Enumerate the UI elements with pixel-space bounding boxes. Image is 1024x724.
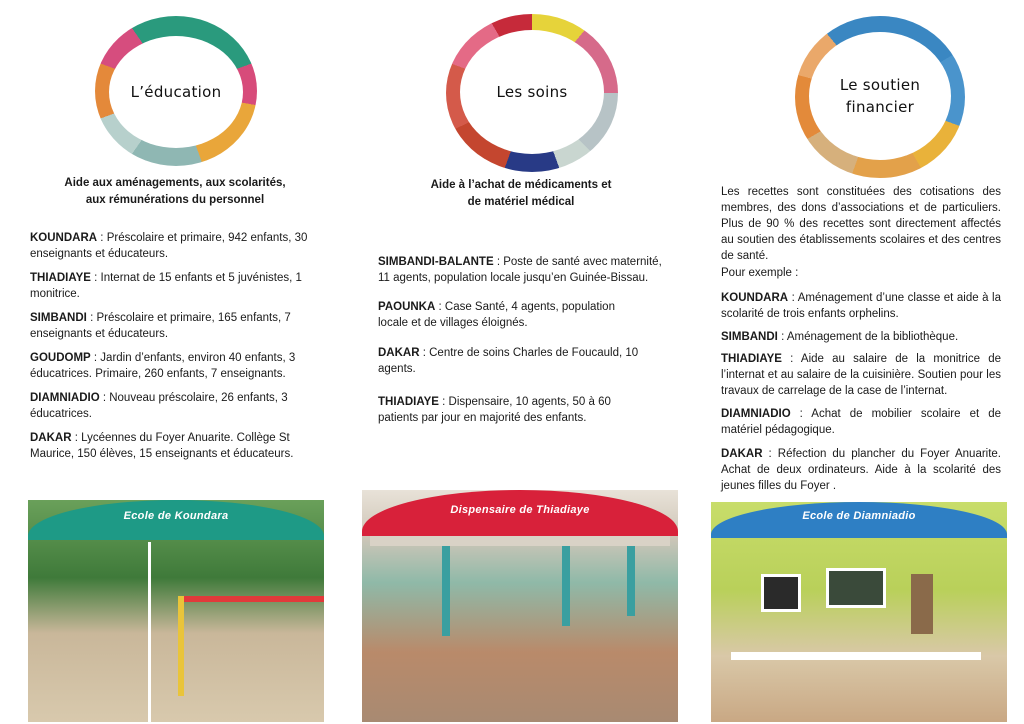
entry-sep: : <box>86 312 97 324</box>
column-health <box>341 0 683 724</box>
entry-sep: : <box>435 301 445 313</box>
entry-text: Aménagement de la bibliothèque. <box>786 331 959 343</box>
entry-place: DAKAR <box>30 432 72 444</box>
education-title: L’éducation <box>130 83 222 101</box>
photo-caption: Ecole de Koundara <box>123 510 229 522</box>
photo-divider <box>148 542 151 722</box>
education-entry <box>30 430 320 462</box>
financial-title: Le soutien financier <box>839 76 921 116</box>
entry-place: DIAMNIADIO <box>30 392 100 404</box>
photo-caption: Dispensaire de Thiadiaye <box>450 504 590 516</box>
entry-sep: : <box>781 353 801 365</box>
entry-place: SIMBANDI <box>30 312 87 324</box>
entry-sep: : <box>97 232 107 244</box>
financial-entry <box>721 290 1001 322</box>
entry-text: Aide au salaire de la monitrice de l’internat et au salaire de la cuisinière. Soutien pour les travaux de carrelage de la case de l’internat. <box>721 353 1002 397</box>
education-entry <box>30 350 320 382</box>
entry-sep: : <box>90 352 101 364</box>
entry-sep: : <box>419 347 430 359</box>
veranda-pillar <box>562 546 570 626</box>
entry-text: Internat de 15 enfants et 5 juvénistes, 1 monitrice. <box>30 272 302 300</box>
example-label: Pour exemple : <box>721 267 799 279</box>
swing-frame-post <box>178 596 184 696</box>
entry-text: Préscolaire et primaire, 165 enfants, 7 enseignants et éducateurs. <box>30 312 291 340</box>
column-financial-support <box>683 0 1024 724</box>
veranda-pillar <box>627 546 635 616</box>
financial-ring-center <box>809 32 951 160</box>
entry-text: Jardin d’enfants, environ 40 enfants, 3 éducatrices. Primaire, 260 enfants, 7 enseignants. <box>30 352 296 380</box>
entry-place: PAOUNKA <box>378 301 436 313</box>
education-subtitle: Aide aux aménagements, aux scolarités, aux rémunérations du personnel <box>64 177 286 206</box>
entry-text: Poste de santé avec maternité, 11 agents, population locale jusqu’en Guinée-Bissau. <box>378 256 662 284</box>
education-entry <box>30 230 320 262</box>
entry-sep: : <box>777 331 787 343</box>
entry-place: SIMBANDI <box>721 331 778 343</box>
entry-place: THIADIAYE <box>721 353 782 365</box>
entry-place: SIMBANDI-BALANTE <box>378 256 494 268</box>
health-entry <box>378 345 643 377</box>
health-entry <box>378 254 673 286</box>
entry-sep: : <box>790 408 812 420</box>
entry-sep: : <box>762 448 778 460</box>
entry-text: Lycéennes du Foyer Anuarite. Collège St Maurice, 150 élèves, 15 enseignants et éducateurs. <box>30 432 294 460</box>
swing-frame-top <box>178 596 324 602</box>
financial-entry <box>721 446 1001 494</box>
classroom-window <box>761 574 801 612</box>
entry-sep: : <box>71 432 82 444</box>
entry-sep: : <box>788 292 798 304</box>
education-entry <box>30 270 320 302</box>
entry-place: THIADIAYE <box>30 272 91 284</box>
entry-sep: : <box>90 272 101 284</box>
health-title: Les soins <box>496 83 568 101</box>
education-ring-center <box>109 36 243 148</box>
financial-intro: Les recettes sont constituées des cotisations des membres, des dons d’associations et de particuliers. Plus de 90 % des recettes sont directement affectés au soutien des établissements scolaires et des centres de santé. <box>721 186 1001 262</box>
entry-text: Achat de mobilier scolaire et de matériel pédagogique. <box>721 408 1001 436</box>
health-entry <box>378 394 633 426</box>
financial-entry <box>721 406 1001 438</box>
photo-caption: Ecole de Diamniadio <box>802 510 916 522</box>
entry-text: Dispensaire, 10 agents, 50 à 60 patients par jour en majorité des enfants. <box>378 396 611 424</box>
education-entry <box>30 310 320 342</box>
entry-text: Aménagement d’une classe et aide à la scolarité de trois enfants orphelins. <box>721 292 1001 320</box>
financial-ring-graphic <box>795 16 965 178</box>
health-subtitle: Aide à l’achat de médicaments et de matériel médical <box>430 179 612 208</box>
entry-sep: : <box>99 392 110 404</box>
health-ring-center <box>460 30 604 154</box>
entry-place: KOUNDARA <box>30 232 98 244</box>
education-ring-graphic <box>95 16 257 166</box>
column-education <box>0 0 341 724</box>
diamniadio-school-photo <box>711 502 1007 722</box>
entry-text: Réfection du plancher du Foyer Anuarite. Achat de deux ordinateurs. Aide à la scolarité des jeunes filles du Foyer . <box>721 448 1002 492</box>
financial-entry <box>721 329 1001 345</box>
entry-place: KOUNDARA <box>721 292 789 304</box>
entry-text: Centre de soins Charles de Foucauld, 10 agents. <box>378 347 639 375</box>
entry-text: Nouveau préscolaire, 26 enfants, 3 éducatrices. <box>30 392 288 420</box>
health-ring-graphic <box>446 14 618 172</box>
health-entry <box>378 299 618 331</box>
thiadiaye-dispensary-photo <box>362 490 678 722</box>
education-entry <box>30 390 320 422</box>
entry-sep: : <box>493 256 504 268</box>
financial-entry <box>721 351 1001 399</box>
entry-place: GOUDOMP <box>30 352 91 364</box>
koundara-school-photo <box>28 500 324 722</box>
veranda-pillar <box>442 546 450 636</box>
entry-place: THIADIAYE <box>378 396 439 408</box>
entry-text: Case Santé, 4 agents, population locale et de villages éloignés. <box>378 301 615 329</box>
entry-text: Préscolaire et primaire, 942 enfants, 30 enseignants et éducateurs. <box>30 232 308 260</box>
entry-sep: : <box>438 396 449 408</box>
entry-place: DAKAR <box>378 347 420 359</box>
classroom-window <box>826 568 886 608</box>
entry-place: DIAMNIADIO <box>721 408 791 420</box>
desk-row <box>731 652 981 660</box>
veranda-roof <box>370 536 670 546</box>
entry-place: DAKAR <box>721 448 763 460</box>
bookshelf <box>911 574 933 634</box>
